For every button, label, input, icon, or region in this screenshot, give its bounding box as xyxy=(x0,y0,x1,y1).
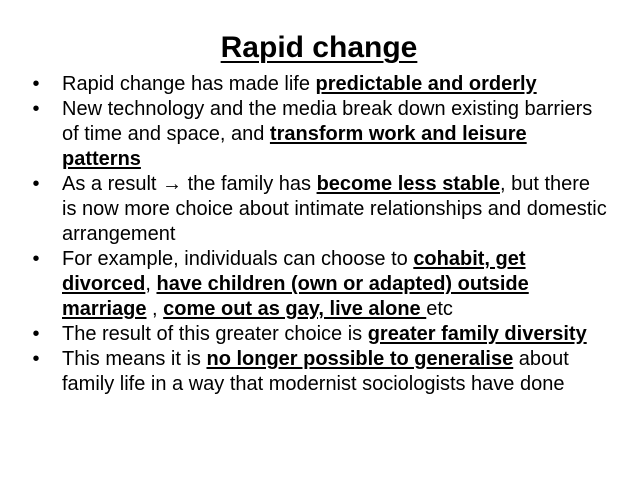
bullet-icon: • xyxy=(32,348,40,370)
highlight-text: transform work and leisure patterns xyxy=(62,123,527,170)
bullet-text: about family life in a way that modernist sociologists have done xyxy=(62,348,569,395)
bullet-list xyxy=(28,72,608,397)
bullet-text: The result of this greater choice is xyxy=(62,323,368,345)
bullet-text: the family has xyxy=(182,173,317,195)
highlight-text: become less stable xyxy=(316,173,500,195)
highlight-text: come out as gay, live alone xyxy=(163,298,427,320)
highlight-text: greater family diversity xyxy=(367,323,587,345)
bullet-text: , xyxy=(146,298,164,320)
bullet-icon: • xyxy=(32,173,40,195)
bullet-item xyxy=(28,322,608,347)
bullet-text: This means it is xyxy=(62,348,207,370)
highlight-text: have children (own or adapted) outside marriage xyxy=(62,273,529,320)
bullet-item xyxy=(28,72,608,97)
bullet-item xyxy=(28,247,608,322)
bullet-text: For example, individuals can choose to xyxy=(62,248,414,270)
highlight-text: no longer possible to generalise xyxy=(206,348,514,370)
bullet-item xyxy=(28,172,608,247)
bullet-text: , xyxy=(145,273,157,295)
bullet-item xyxy=(28,347,608,397)
bullet-icon: • xyxy=(32,248,40,270)
bullet-text: New technology and the media break down existing barriers of time and space, and xyxy=(62,98,593,145)
bullet-text: Rapid change has made life xyxy=(62,73,316,95)
highlight-text: cohabit, get divorced xyxy=(62,248,526,295)
slide-title: Rapid change xyxy=(220,31,418,64)
bullet-text: , but there is now more choice about intimate relationships and domestic arrangement xyxy=(62,173,607,245)
bullet-text: etc xyxy=(426,298,453,320)
bullet-icon: • xyxy=(32,73,40,95)
bullet-text: As a result xyxy=(62,173,163,195)
bullet-icon: • xyxy=(32,98,40,120)
bullet-icon: • xyxy=(32,323,40,345)
highlight-text: predictable and orderly xyxy=(315,73,537,95)
arrow-right-icon: → xyxy=(162,173,183,195)
bullet-item xyxy=(28,97,608,172)
